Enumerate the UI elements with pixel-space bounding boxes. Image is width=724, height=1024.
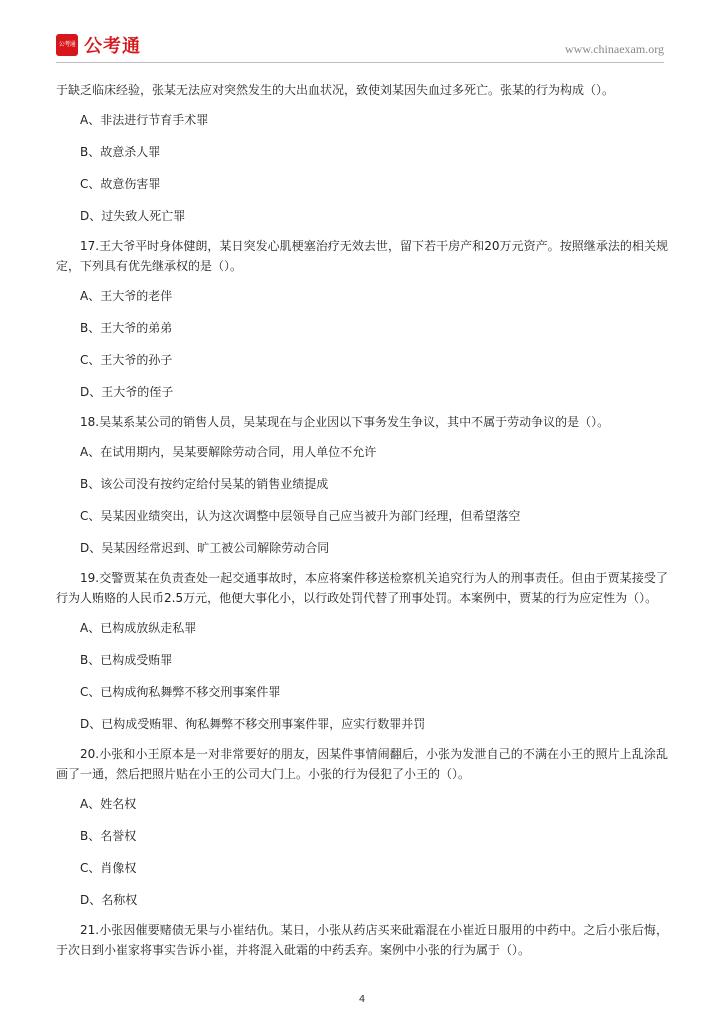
document-body	[56, 76, 668, 964]
question-17-stem: 17.王大爷平时身体健朗，某日突发心肌梗塞治疗无效去世，留下若干房产和20万元资产。按照继承法的相关规定，下列具有优先继承权的是（）。	[56, 239, 668, 273]
question-19-option-c: C、已构成徇私舞弊不移交刑事案件罪	[80, 685, 281, 699]
question-16-option-b: B、故意杀人罪	[80, 145, 161, 159]
question-18-option-a: A、在试用期内，吴某要解除劳动合同，用人单位不允许	[80, 445, 377, 459]
question-20-option-c: C、肖像权	[80, 861, 137, 875]
question-20-option-a: A、姓名权	[80, 797, 137, 811]
header-divider	[56, 62, 664, 63]
question-16-option-d: D、过失致人死亡罪	[80, 209, 186, 223]
question-20-option-b: B、名誉权	[80, 829, 137, 843]
question-18-option-c: C、吴某因业绩突出，认为这次调整中层领导自己应当被升为部门经理，但希望落空	[80, 509, 521, 523]
question-19-option-b: B、已构成受贿罪	[80, 653, 173, 667]
question-20-option-d: D、名称权	[80, 893, 138, 907]
brand-name: 公考通	[84, 36, 141, 57]
question-18-stem: 18.吴某系某公司的销售人员，吴某现在与企业因以下事务发生争议，其中不属于劳动争议的是（）。	[80, 415, 610, 429]
question-19-option-a: A、已构成放纵走私罪	[80, 621, 197, 635]
question-17-option-d: D、王大爷的侄子	[80, 385, 174, 399]
question-16-option-c: C、故意伤害罪	[80, 177, 161, 191]
page-header	[56, 34, 664, 62]
question-17-option-c: C、王大爷的孙子	[80, 353, 173, 367]
question-19-stem: 19.交警贾某在负责查处一起交通事故时，本应将案件移送检察机关追究行为人的刑事责任。但由于贾某接受了行为人贿赂的人民币2.5万元，他便大事化小，以行政处罚代替了刑事处罚。本案例中，贾某的行为应定性为（）。	[56, 571, 668, 605]
question-21-stem: 21.小张因催要赌债无果与小崔结仇。某日，小张从药店买来砒霜混在小崔近日服用的中药中。之后小张后悔，于次日到小崔家将事实告诉小崔，并将混入砒霜的中药丢弃。案例中小张的行为属于（）。	[56, 923, 668, 957]
question-17-option-a: A、王大爷的老伴	[80, 289, 173, 303]
question-16-option-a: A、非法进行节育手术罪	[80, 113, 209, 127]
site-url[interactable]: www.chinaexam.org	[565, 42, 664, 56]
question-20-stem: 20.小张和小王原本是一对非常要好的朋友，因某件事情闹翻后，小张为发泄自己的不满在小王的照片上乱涂乱画了一通，然后把照片贴在小王的公司大门上。小张的行为侵犯了小王的（）。	[56, 747, 668, 781]
question-18-option-b: B、该公司没有按约定给付吴某的销售业绩提成	[80, 477, 329, 491]
question-16-stem-continued: 于缺乏临床经验，张某无法应对突然发生的大出血状况，致使刘某因失血过多死亡。张某的行为构成（）。	[56, 83, 615, 97]
question-17-option-b: B、王大爷的弟弟	[80, 321, 173, 335]
page-number: 4	[358, 994, 366, 1005]
question-18-option-d: D、吴某因经常迟到、旷工被公司解除劳动合同	[80, 541, 330, 555]
question-19-option-d: D、已构成受贿罪、徇私舞弊不移交刑事案件罪，应实行数罪并罚	[80, 717, 426, 731]
logo-icon: 公考通	[56, 34, 78, 56]
